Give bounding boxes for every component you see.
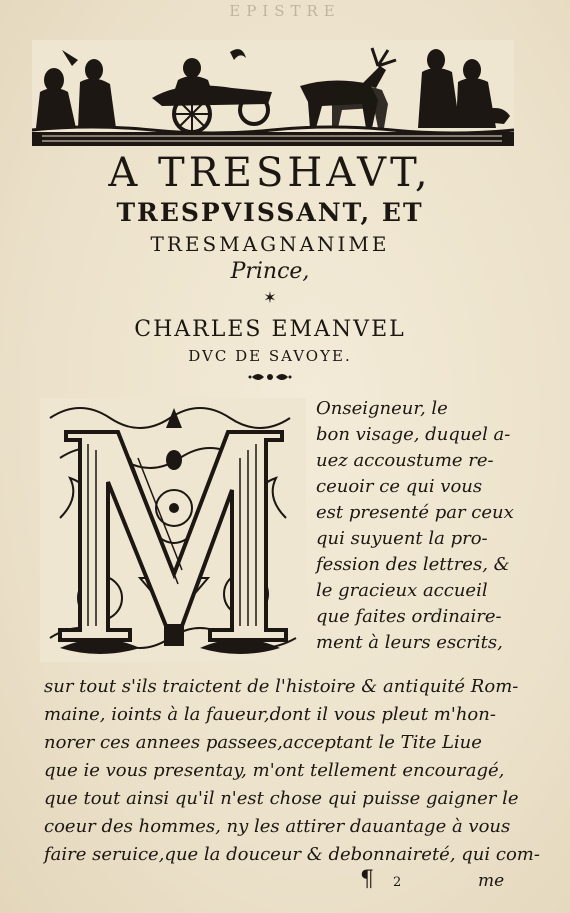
woodcut-frieze (32, 40, 514, 146)
signature-number: 2 (393, 875, 402, 890)
body-line: ment à leurs escrits, (316, 632, 503, 653)
title-line-3: TRESMAGNANIME (150, 232, 390, 256)
body-line: bon visage, duquel a- (316, 424, 511, 445)
body-line: est presenté par ceux (316, 502, 514, 523)
running-head: EPISTRE (229, 2, 341, 20)
body-line: que ie vous presentay, m'ont tellement encouragé, (44, 760, 505, 781)
body-line: que tout ainsi qu'il n'est chose qui puisse gaigner le (44, 788, 519, 809)
body-line: norer ces annees passees,acceptant le Tite Liue (44, 732, 482, 753)
body-line: qui suyuent la pro- (316, 528, 488, 549)
title-line-1: A TRESHAVT, (108, 150, 432, 196)
body-line: coeur des hommes, ny les attirer dauantage à vous (44, 816, 511, 837)
catchword: me (478, 871, 505, 891)
title-line-prince: Prince, (230, 259, 310, 284)
dedicatee-name: CHARLES EMANVEL (134, 317, 406, 342)
dedicatee-title: DVC DE SAVOYE. (188, 347, 352, 365)
body-line: faire seruice,que la douceur & debonnaireté, qui com- (44, 844, 540, 865)
body-line: maine, ioints à la faueur,dont il vous pleut m'hon- (44, 704, 496, 725)
body-line: que faites ordinaire- (316, 606, 502, 627)
star-ornament: ✶ (263, 288, 277, 307)
body-line: sur tout s'ils traictent de l'histoire & antiquité Rom- (44, 676, 519, 697)
title-line-2: TRESPVISSANT, ET (116, 198, 424, 227)
body-line: ceuoir ce qui vous (316, 476, 483, 497)
decorated-initial-m (40, 398, 306, 662)
body-line: uez accoustume re- (316, 450, 494, 471)
body-line: le gracieux accueil (316, 580, 488, 601)
fleuron-ornament (248, 370, 292, 384)
body-line: Onseigneur, le (316, 398, 448, 419)
signature-mark: ¶ (360, 867, 374, 892)
body-line: fession des lettres, & (316, 554, 510, 575)
